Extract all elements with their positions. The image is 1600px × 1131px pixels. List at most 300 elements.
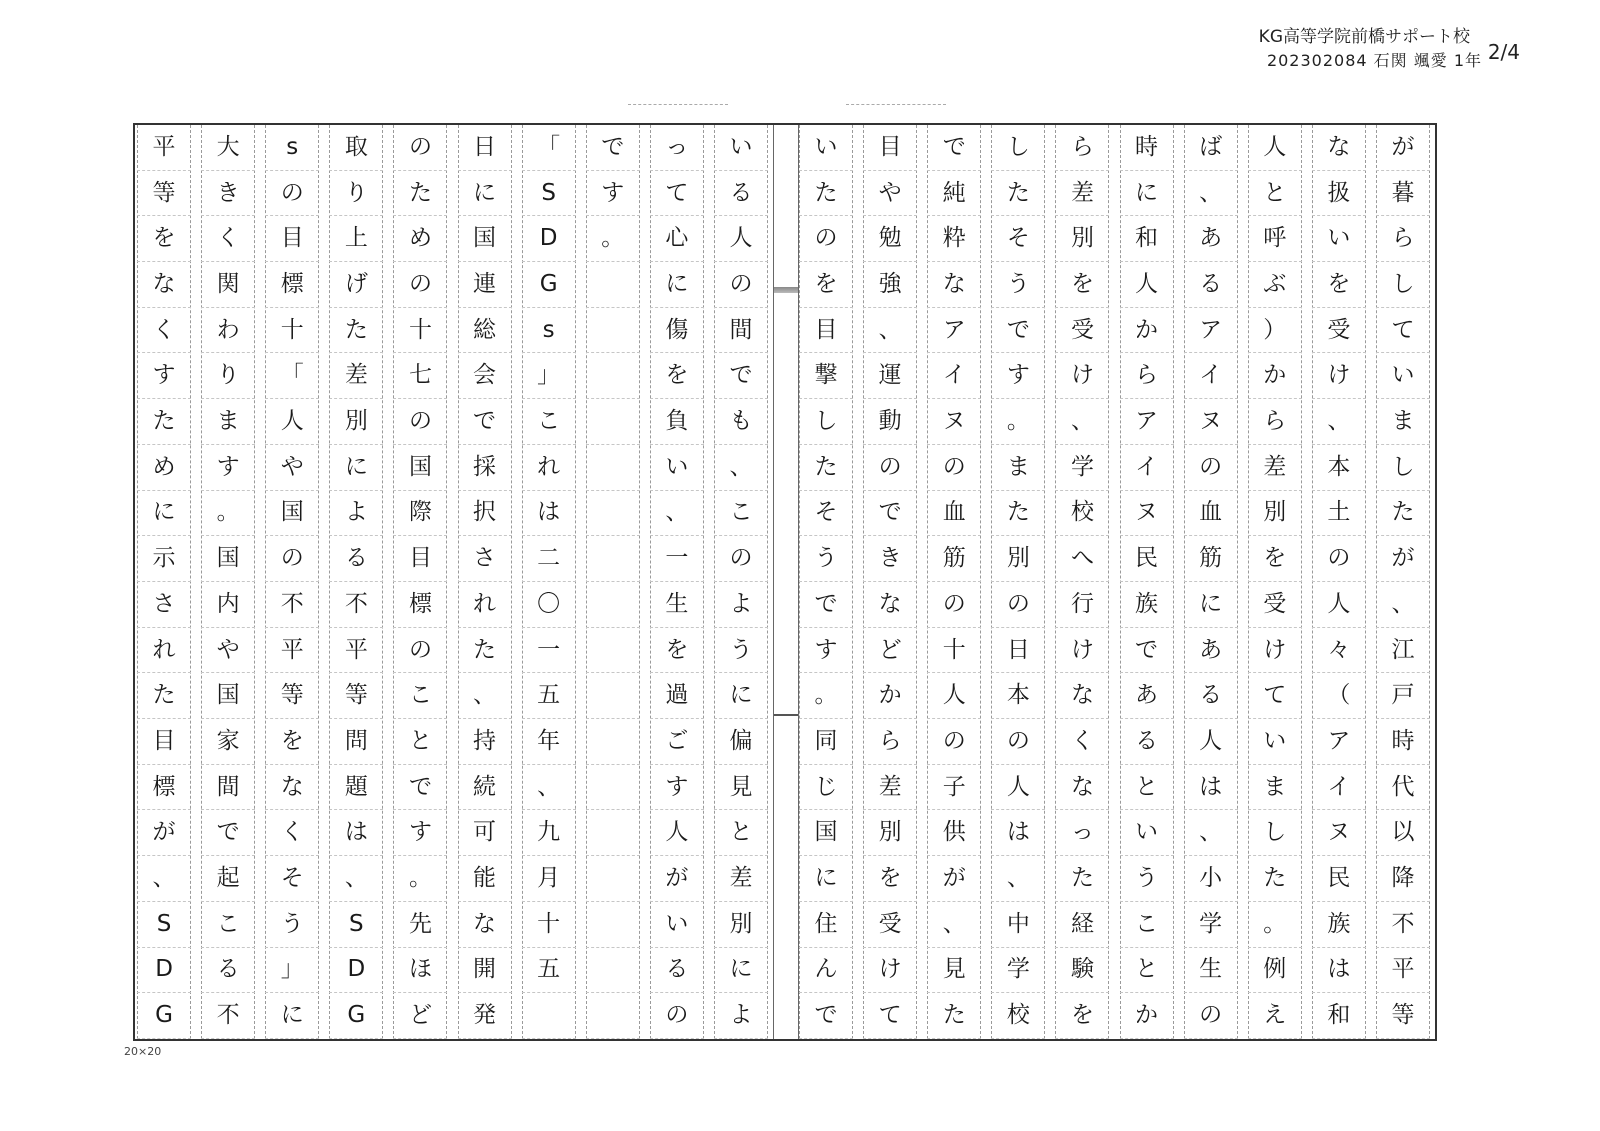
grid-cell: S bbox=[329, 902, 383, 948]
grid-cell: め bbox=[137, 445, 191, 491]
grid-cell: の bbox=[265, 536, 319, 582]
grid-cell: 不 bbox=[329, 582, 383, 628]
grid-cell: た bbox=[991, 171, 1045, 217]
grid-cell: ら bbox=[1376, 216, 1430, 262]
grid-cell: 見 bbox=[714, 765, 768, 811]
grid-cell: 不 bbox=[265, 582, 319, 628]
manuscript-paper bbox=[133, 123, 1437, 1041]
grid-cell: た bbox=[1376, 491, 1430, 537]
grid-cell: 」 bbox=[522, 354, 576, 400]
grid-cell: 時 bbox=[1376, 719, 1430, 765]
grid-cell: い bbox=[650, 902, 704, 948]
grid-cell: い bbox=[799, 125, 853, 171]
grid-cell: 見 bbox=[927, 948, 981, 994]
grid-cell: 国 bbox=[201, 673, 255, 719]
grid-cell: た bbox=[799, 445, 853, 491]
grid-cell: 。 bbox=[1248, 902, 1302, 948]
grid-cell: 間 bbox=[201, 765, 255, 811]
grid-cell: 民 bbox=[1120, 536, 1174, 582]
grid-cell: 人 bbox=[650, 811, 704, 857]
grid-cell: 。 bbox=[586, 216, 640, 262]
grid-size-label: 20×20 bbox=[124, 1045, 162, 1058]
grid-cell: は bbox=[991, 811, 1045, 857]
grid-cell: で bbox=[714, 354, 768, 400]
grid-cell: す bbox=[799, 628, 853, 674]
grid-cell bbox=[586, 354, 640, 400]
grid-cell: 不 bbox=[1376, 902, 1430, 948]
grid-cell: れ bbox=[137, 628, 191, 674]
grid-cell: に bbox=[714, 948, 768, 994]
grid-cell: 差 bbox=[863, 765, 917, 811]
grid-cell: ま bbox=[1376, 399, 1430, 445]
grid-cell: が bbox=[1376, 125, 1430, 171]
grid-cell: イ bbox=[1120, 445, 1174, 491]
grid-cell: い bbox=[714, 125, 768, 171]
grid-cell: は bbox=[1184, 765, 1238, 811]
grid-cell: 同 bbox=[799, 719, 853, 765]
grid-cell: か bbox=[1120, 308, 1174, 354]
grid-cell: 本 bbox=[1312, 445, 1366, 491]
grid-cell: ぶ bbox=[1248, 262, 1302, 308]
grid-cell: 別 bbox=[1248, 491, 1302, 537]
grid-cell: 差 bbox=[714, 856, 768, 902]
grid-cell: 中 bbox=[991, 902, 1045, 948]
grid-cell: 〇 bbox=[522, 582, 576, 628]
grid-cell: 持 bbox=[458, 719, 512, 765]
grid-cell: に bbox=[458, 171, 512, 217]
grid-cell: 起 bbox=[201, 856, 255, 902]
grid-cell: 人 bbox=[1120, 262, 1174, 308]
grid-cell: を bbox=[1055, 993, 1109, 1039]
grid-cell: て bbox=[650, 171, 704, 217]
grid-cell: 年 bbox=[522, 719, 576, 765]
grid-cell: 。 bbox=[799, 673, 853, 719]
grid-cell: 十 bbox=[265, 308, 319, 354]
grid-cell: G bbox=[522, 262, 576, 308]
grid-cell: 代 bbox=[1376, 765, 1430, 811]
grid-cell: 五 bbox=[522, 673, 576, 719]
grid-cell: の bbox=[1184, 445, 1238, 491]
grid-cell: た bbox=[1248, 856, 1302, 902]
grid-cell: を bbox=[1055, 262, 1109, 308]
grid-cell: の bbox=[991, 582, 1045, 628]
grid-cell: た bbox=[927, 993, 981, 1039]
right-page-column bbox=[1371, 125, 1435, 1039]
grid-cell: 、 bbox=[522, 765, 576, 811]
grid-cell: ん bbox=[799, 948, 853, 994]
student-id-name-grade: 202302084 石関 颯愛 1年 bbox=[1266, 51, 1482, 70]
grid-cell: あ bbox=[1120, 673, 1174, 719]
grid-cell: 「 bbox=[522, 125, 576, 171]
grid-cell: 血 bbox=[1184, 491, 1238, 537]
grid-cell: 十 bbox=[393, 308, 447, 354]
grid-cell bbox=[586, 445, 640, 491]
grid-cell bbox=[586, 491, 640, 537]
grid-cell: G bbox=[137, 993, 191, 1039]
grid-cell: 民 bbox=[1312, 856, 1366, 902]
grid-cell: 、 bbox=[650, 491, 704, 537]
grid-cell: で bbox=[799, 993, 853, 1039]
grid-cell: は bbox=[329, 811, 383, 857]
grid-cell: い bbox=[1376, 354, 1430, 400]
grid-cell: 総 bbox=[458, 308, 512, 354]
grid-cell: で bbox=[927, 125, 981, 171]
grid-cell: 、 bbox=[1312, 399, 1366, 445]
grid-cell: な bbox=[1312, 125, 1366, 171]
grid-cell: 強 bbox=[863, 262, 917, 308]
grid-cell: う bbox=[265, 902, 319, 948]
grid-cell: す bbox=[201, 445, 255, 491]
grid-cell: た bbox=[458, 628, 512, 674]
grid-cell: て bbox=[1248, 673, 1302, 719]
grid-cell: よ bbox=[329, 491, 383, 537]
grid-cell: は bbox=[1312, 948, 1366, 994]
grid-cell: D bbox=[522, 216, 576, 262]
grid-cell: ど bbox=[393, 993, 447, 1039]
grid-cell bbox=[586, 536, 640, 582]
right-page-column bbox=[1179, 125, 1243, 1039]
grid-cell: 採 bbox=[458, 445, 512, 491]
grid-cell: の bbox=[927, 445, 981, 491]
grid-cell: 生 bbox=[650, 582, 704, 628]
grid-cell: 負 bbox=[650, 399, 704, 445]
grid-cell: じ bbox=[799, 765, 853, 811]
grid-cell: 間 bbox=[714, 308, 768, 354]
grid-cell: 月 bbox=[522, 856, 576, 902]
grid-cell: 勉 bbox=[863, 216, 917, 262]
grid-cell: 標 bbox=[265, 262, 319, 308]
grid-cell: の bbox=[265, 171, 319, 217]
grid-cell: を bbox=[799, 262, 853, 308]
grid-cell: く bbox=[201, 216, 255, 262]
grid-cell: S bbox=[137, 902, 191, 948]
grid-cell: 純 bbox=[927, 171, 981, 217]
grid-cell: 五 bbox=[522, 948, 576, 994]
grid-cell bbox=[586, 765, 640, 811]
grid-cell: 十 bbox=[522, 902, 576, 948]
grid-cell: 別 bbox=[863, 811, 917, 857]
grid-cell: 行 bbox=[1055, 582, 1109, 628]
grid-cell: と bbox=[714, 811, 768, 857]
grid-cell: 標 bbox=[393, 582, 447, 628]
grid-cell: く bbox=[265, 811, 319, 857]
right-page-column bbox=[1243, 125, 1307, 1039]
grid-cell: 別 bbox=[714, 902, 768, 948]
grid-cell: D bbox=[329, 948, 383, 994]
header-divider-right bbox=[846, 104, 946, 105]
grid-cell: 人 bbox=[927, 673, 981, 719]
grid-cell: 目 bbox=[393, 536, 447, 582]
grid-cell: 平 bbox=[329, 628, 383, 674]
grid-cell: で bbox=[586, 125, 640, 171]
grid-cell: 験 bbox=[1055, 948, 1109, 994]
grid-cell: の bbox=[714, 262, 768, 308]
grid-cell: け bbox=[1055, 354, 1109, 400]
grid-cell: 学 bbox=[991, 948, 1045, 994]
grid-cell: ら bbox=[1055, 125, 1109, 171]
grid-cell: た bbox=[991, 491, 1045, 537]
grid-cell: け bbox=[1055, 628, 1109, 674]
grid-cell: で bbox=[458, 399, 512, 445]
grid-cell: く bbox=[1055, 719, 1109, 765]
grid-cell: で bbox=[863, 491, 917, 537]
grid-cell: 等 bbox=[329, 673, 383, 719]
grid-cell: ア bbox=[1312, 719, 1366, 765]
grid-cell: 題 bbox=[329, 765, 383, 811]
grid-cell: そ bbox=[799, 491, 853, 537]
grid-cell: と bbox=[393, 719, 447, 765]
grid-cell: ら bbox=[863, 719, 917, 765]
grid-cell: 過 bbox=[650, 673, 704, 719]
grid-cell: よ bbox=[714, 993, 768, 1039]
grid-cell: め bbox=[393, 216, 447, 262]
grid-cell: 筋 bbox=[1184, 536, 1238, 582]
grid-cell: 続 bbox=[458, 765, 512, 811]
grid-cell: 人 bbox=[991, 765, 1045, 811]
page-number: 2/4 bbox=[1487, 40, 1520, 64]
left-page-column bbox=[517, 125, 581, 1039]
grid-cell: な bbox=[927, 262, 981, 308]
grid-cell: 際 bbox=[393, 491, 447, 537]
grid-cell: 先 bbox=[393, 902, 447, 948]
grid-cell: s bbox=[522, 308, 576, 354]
right-page-column bbox=[1050, 125, 1114, 1039]
grid-cell: も bbox=[714, 399, 768, 445]
grid-cell: 人 bbox=[1184, 719, 1238, 765]
grid-cell: 、 bbox=[329, 856, 383, 902]
grid-cell bbox=[522, 993, 576, 1039]
grid-cell: が bbox=[927, 856, 981, 902]
grid-cell: け bbox=[863, 948, 917, 994]
grid-cell: ら bbox=[1120, 354, 1174, 400]
left-page-column bbox=[324, 125, 388, 1039]
left-page-column bbox=[645, 125, 709, 1039]
grid-cell: す bbox=[137, 354, 191, 400]
grid-cell bbox=[586, 719, 640, 765]
grid-cell: ほ bbox=[393, 948, 447, 994]
grid-cell: た bbox=[393, 171, 447, 217]
right-page-column bbox=[922, 125, 986, 1039]
grid-cell: 学 bbox=[1184, 902, 1238, 948]
grid-cell: 、 bbox=[927, 902, 981, 948]
grid-cell: る bbox=[329, 536, 383, 582]
grid-cell: な bbox=[137, 262, 191, 308]
grid-cell: 、 bbox=[1055, 399, 1109, 445]
grid-cell: よ bbox=[714, 582, 768, 628]
grid-cell: の bbox=[927, 582, 981, 628]
grid-cell: 時 bbox=[1120, 125, 1174, 171]
grid-cell: と bbox=[1120, 765, 1174, 811]
left-page-column bbox=[388, 125, 452, 1039]
grid-cell: イ bbox=[927, 354, 981, 400]
grid-cell: う bbox=[799, 536, 853, 582]
grid-cell: 十 bbox=[927, 628, 981, 674]
grid-cell: 以 bbox=[1376, 811, 1430, 857]
header-divider-left bbox=[628, 104, 728, 105]
grid-cell bbox=[586, 993, 640, 1039]
grid-cell: 受 bbox=[863, 902, 917, 948]
left-page-column bbox=[260, 125, 324, 1039]
grid-cell: て bbox=[1376, 308, 1430, 354]
right-page-column bbox=[1115, 125, 1179, 1039]
grid-cell: 会 bbox=[458, 354, 512, 400]
grid-cell: す bbox=[393, 811, 447, 857]
grid-cell: 平 bbox=[1376, 948, 1430, 994]
grid-cell: 国 bbox=[265, 491, 319, 537]
grid-cell: る bbox=[201, 948, 255, 994]
grid-cell: い bbox=[1312, 216, 1366, 262]
grid-cell: こ bbox=[522, 399, 576, 445]
grid-cell: で bbox=[991, 308, 1045, 354]
left-page-column bbox=[196, 125, 260, 1039]
grid-cell: 校 bbox=[1055, 491, 1109, 537]
grid-cell: し bbox=[1248, 811, 1302, 857]
grid-cell: 小 bbox=[1184, 856, 1238, 902]
grid-cell: ま bbox=[1248, 765, 1302, 811]
grid-cell: し bbox=[1376, 262, 1430, 308]
grid-cell: S bbox=[522, 171, 576, 217]
grid-cell: あ bbox=[1184, 216, 1238, 262]
grid-cell bbox=[586, 856, 640, 902]
grid-cell: 人 bbox=[1248, 125, 1302, 171]
grid-cell: が bbox=[650, 856, 704, 902]
grid-cell: へ bbox=[1055, 536, 1109, 582]
grid-cell: が bbox=[137, 811, 191, 857]
grid-cell: 。 bbox=[393, 856, 447, 902]
grid-cell: 択 bbox=[458, 491, 512, 537]
grid-cell: な bbox=[458, 902, 512, 948]
grid-cell: な bbox=[265, 765, 319, 811]
grid-cell: る bbox=[1184, 262, 1238, 308]
grid-cell: 目 bbox=[799, 308, 853, 354]
grid-cell: の bbox=[799, 216, 853, 262]
grid-cell: こ bbox=[1120, 902, 1174, 948]
grid-cell: 大 bbox=[201, 125, 255, 171]
grid-cell: 日 bbox=[991, 628, 1045, 674]
grid-cell: る bbox=[1184, 673, 1238, 719]
grid-cell: 取 bbox=[329, 125, 383, 171]
grid-cell: の bbox=[1184, 993, 1238, 1039]
grid-cell: き bbox=[863, 536, 917, 582]
grid-cell: ヌ bbox=[1312, 811, 1366, 857]
grid-cell: か bbox=[1120, 993, 1174, 1039]
grid-cell: 江 bbox=[1376, 628, 1430, 674]
grid-cell: 目 bbox=[265, 216, 319, 262]
grid-cell: そ bbox=[265, 856, 319, 902]
grid-cell: っ bbox=[1055, 811, 1109, 857]
grid-cell: 国 bbox=[799, 811, 853, 857]
left-page-column bbox=[581, 125, 645, 1039]
grid-cell: っ bbox=[650, 125, 704, 171]
grid-cell: 扱 bbox=[1312, 171, 1366, 217]
grid-cell: す bbox=[586, 171, 640, 217]
grid-cell: り bbox=[201, 354, 255, 400]
grid-cell: 差 bbox=[329, 354, 383, 400]
grid-cell: て bbox=[863, 993, 917, 1039]
grid-cell: 々 bbox=[1312, 628, 1366, 674]
school-name: KG高等学院前橋サポート校 bbox=[1258, 27, 1470, 47]
grid-cell: で bbox=[799, 582, 853, 628]
left-page-column bbox=[132, 125, 196, 1039]
right-page-column bbox=[794, 125, 858, 1039]
grid-cell: た bbox=[329, 308, 383, 354]
grid-cell: る bbox=[1120, 719, 1174, 765]
grid-cell: 、 bbox=[863, 308, 917, 354]
grid-cell: 能 bbox=[458, 856, 512, 902]
grid-cell: 傷 bbox=[650, 308, 704, 354]
grid-cell: の bbox=[714, 536, 768, 582]
grid-cell: り bbox=[329, 171, 383, 217]
grid-cell: 動 bbox=[863, 399, 917, 445]
grid-cell: げ bbox=[329, 262, 383, 308]
grid-cell: し bbox=[1376, 445, 1430, 491]
grid-cell: は bbox=[522, 491, 576, 537]
grid-cell: 心 bbox=[650, 216, 704, 262]
grid-cell: 受 bbox=[1248, 582, 1302, 628]
left-page-column bbox=[709, 125, 773, 1039]
grid-cell: が bbox=[1376, 536, 1430, 582]
grid-cell: 九 bbox=[522, 811, 576, 857]
grid-cell: に bbox=[265, 993, 319, 1039]
grid-cell: し bbox=[799, 399, 853, 445]
grid-cell: 関 bbox=[201, 262, 255, 308]
grid-cell: 上 bbox=[329, 216, 383, 262]
grid-cell: け bbox=[1248, 628, 1302, 674]
right-page-column bbox=[858, 125, 922, 1039]
grid-cell bbox=[586, 811, 640, 857]
grid-cell: を bbox=[863, 856, 917, 902]
grid-cell: ご bbox=[650, 719, 704, 765]
grid-cell: を bbox=[650, 354, 704, 400]
grid-cell: s bbox=[265, 125, 319, 171]
grid-cell: 、 bbox=[137, 856, 191, 902]
grid-cell: で bbox=[201, 811, 255, 857]
grid-cell: え bbox=[1248, 993, 1302, 1039]
grid-cell: 土 bbox=[1312, 491, 1366, 537]
grid-cell: 呼 bbox=[1248, 216, 1302, 262]
grid-cell: く bbox=[137, 308, 191, 354]
grid-cell: 問 bbox=[329, 719, 383, 765]
grid-cell: 暮 bbox=[1376, 171, 1430, 217]
grid-cell: い bbox=[650, 445, 704, 491]
grid-cell bbox=[586, 948, 640, 994]
grid-cell: ア bbox=[927, 308, 981, 354]
grid-cell bbox=[586, 399, 640, 445]
grid-cell: ） bbox=[1248, 308, 1302, 354]
grid-cell: ま bbox=[991, 445, 1045, 491]
grid-cell: 差 bbox=[1055, 171, 1109, 217]
grid-cell: 、 bbox=[714, 445, 768, 491]
grid-cell bbox=[586, 628, 640, 674]
grid-cell: 経 bbox=[1055, 902, 1109, 948]
grid-cell: 本 bbox=[991, 673, 1045, 719]
grid-cell: い bbox=[1248, 719, 1302, 765]
grid-cell: ら bbox=[1248, 399, 1302, 445]
right-page-column bbox=[986, 125, 1050, 1039]
grid-cell: な bbox=[1055, 673, 1109, 719]
grid-cell: 発 bbox=[458, 993, 512, 1039]
grid-cell: 。 bbox=[201, 491, 255, 537]
grid-cell: 生 bbox=[1184, 948, 1238, 994]
grid-cell: る bbox=[650, 948, 704, 994]
grid-cell: 校 bbox=[991, 993, 1045, 1039]
grid-cell: こ bbox=[201, 902, 255, 948]
grid-cell: 目 bbox=[863, 125, 917, 171]
grid-cell: 別 bbox=[329, 399, 383, 445]
grid-cell: ど bbox=[863, 628, 917, 674]
grid-cell: の bbox=[393, 628, 447, 674]
grid-cell: を bbox=[137, 216, 191, 262]
